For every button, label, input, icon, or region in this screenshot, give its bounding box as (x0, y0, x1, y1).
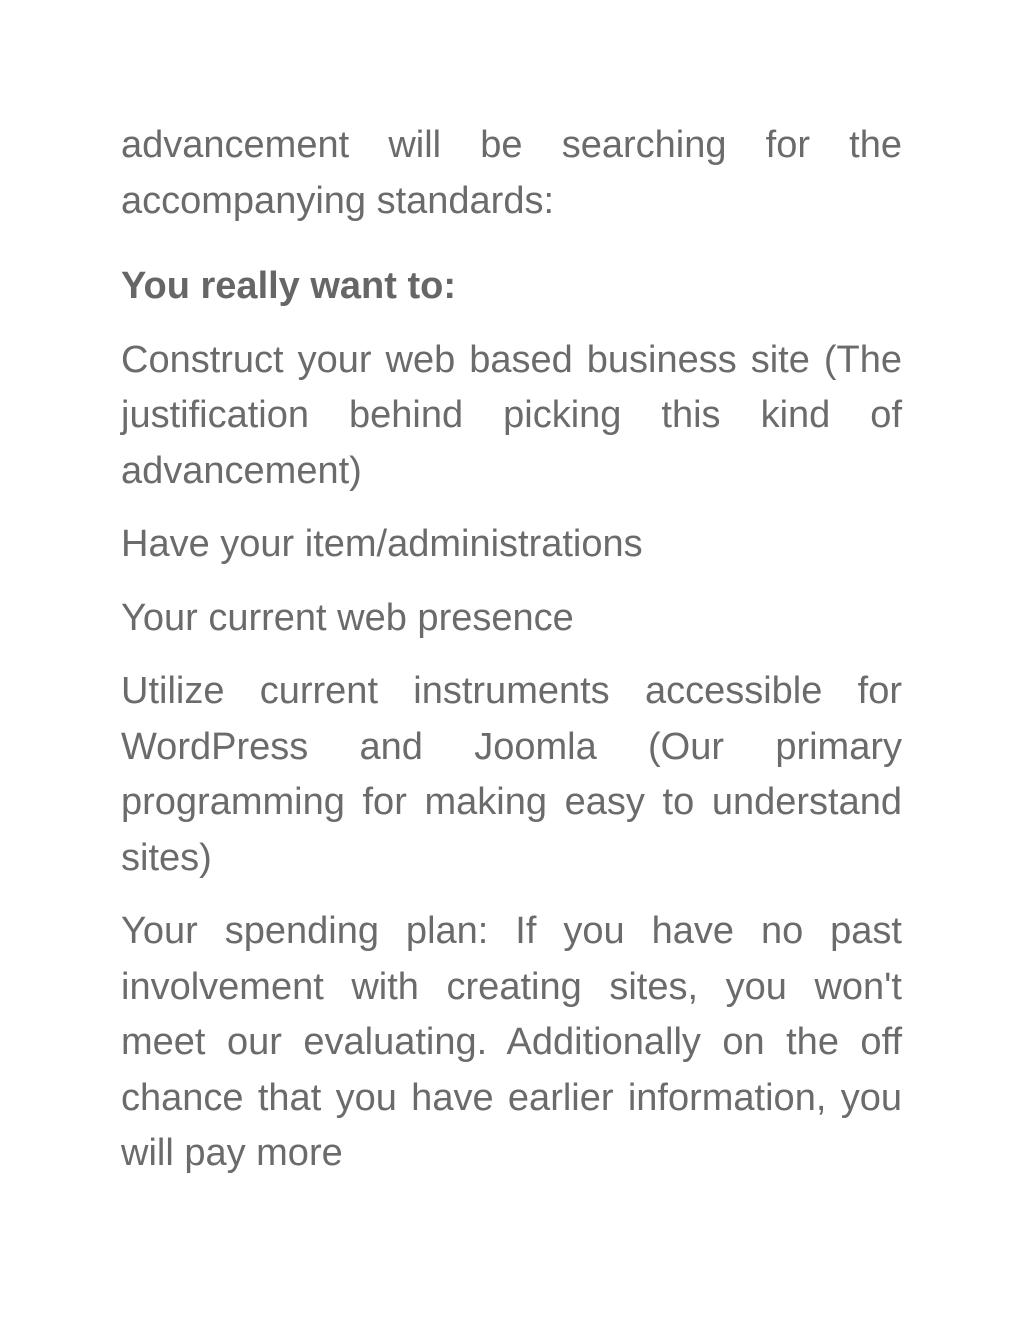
list-item: Construct your web based business site (The justification behind picking this kind of advancement) (121, 338, 902, 492)
section-heading: You really want to: (121, 265, 457, 307)
document-page (121, 118, 902, 1200)
intro-paragraph: advancement will be searching for the accompanying standards: (121, 124, 902, 222)
list-item: Utilize current instruments accessible for WordPress and Joomla (Our primary programming for making easy to understand sites) (121, 670, 902, 879)
list-item: Your current web presence (121, 596, 574, 639)
list-item: Have your item/administrations (121, 523, 643, 565)
list-item: Your spending plan: If you have no past involvement with creating sites, you won't meet our evaluating. Additionally on the off chance that you have earlier information, you will pay more (121, 910, 902, 1174)
